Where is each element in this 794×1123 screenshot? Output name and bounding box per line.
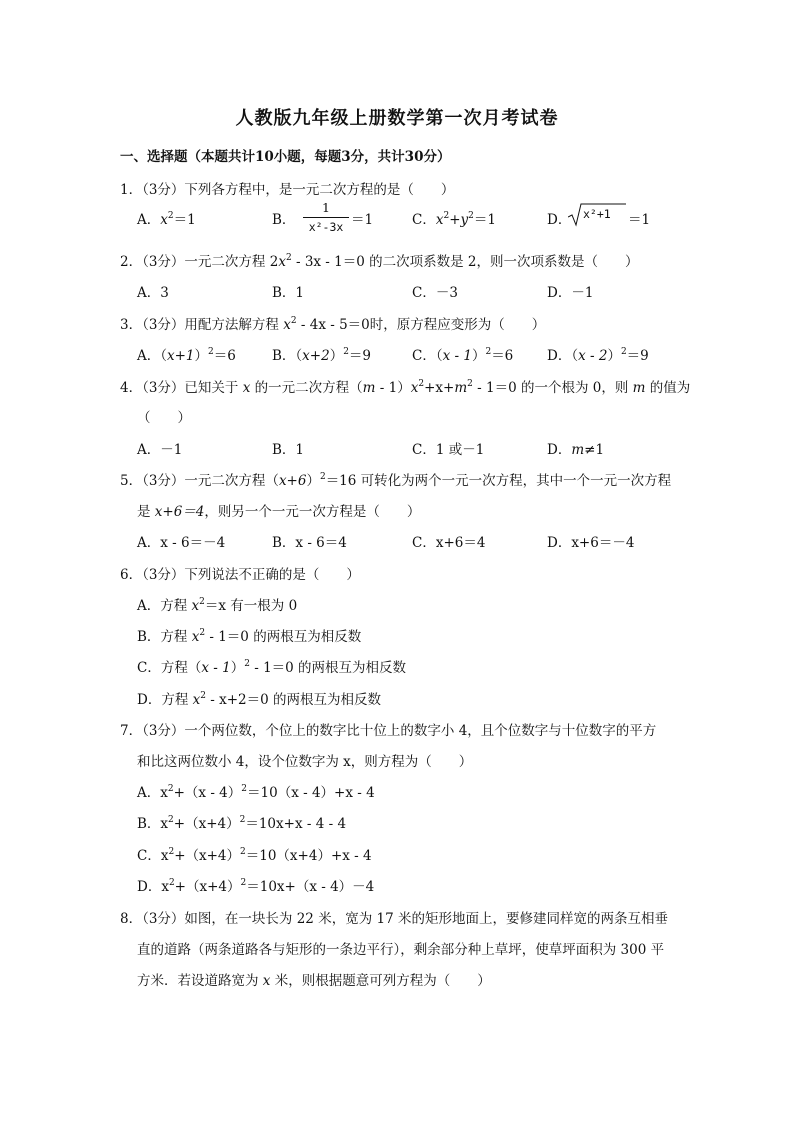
q4-option-c: C．1 或－1 (412, 442, 485, 458)
question-5-stem: 5．（3分）一元二次方程$(x+6)^2=16$ 可转化为两个一元一次方程，其中一个一元一次方程 (120, 472, 672, 489)
q7-option-a: A．$x^2+(x - 4)^2=10(x - 4)+x - 4$ (137, 784, 375, 801)
q2-option-d: D．－1 (547, 285, 594, 301)
q4-option-d: D．m≠1 (547, 442, 605, 458)
q5-option-d: D．x+6＝－4 (547, 535, 635, 551)
question-1-stem: 1．（3分）下列各方程中，是一元二次方程的是（ ） (120, 182, 455, 198)
fraction-denominator: x²-3x (308, 220, 344, 234)
question-4-stem: 4．（3分）已知关于 x 的一元二次方程$(m - 1)x^2+x+m^2 - 1=0$ 的一个根为 0，则 m 的值为 (120, 379, 691, 396)
q6-option-c: C．方程（x - 1）$^2$ - 1＝0 的两根互为相反数 (137, 659, 407, 676)
question-8-stem-cont: 直的道路（两条道路各与矩形的一条边平行），剩余部分种上草坪，使草坪面积为 300 平 (137, 942, 665, 958)
q6-option-a: A．方程 $x^2=x$ 有一根为 0 (137, 597, 298, 614)
q1-option-b-rest: ＝1 (351, 212, 374, 228)
q1-option-a: A．$x^2=1$ (137, 211, 196, 228)
q1-option-b: B． (272, 212, 296, 228)
question-4-blank: （ ） (137, 410, 191, 426)
question-5-stem-cont: 是 x+6＝4，则另一个一元一次方程是（ ） (137, 504, 421, 520)
q5-option-b: B．x - 6＝4 (272, 535, 347, 551)
fraction-numerator: 1 (322, 200, 330, 215)
question-8-stem: 8．（3分）如图，在一块长为 22 米，宽为 17 米的矩形地面上，要修建同样宽的两条互相垂 (120, 911, 668, 927)
q2-option-c: C．－3 (412, 285, 458, 301)
q3-option-c: C．（x - 1）$^2$＝6 (412, 347, 514, 364)
q2-option-b: B．1 (272, 285, 305, 301)
q3-option-d: D．（x - 2）$^2$＝9 (547, 347, 649, 364)
question-7-stem: 7．（3分）一个两位数，个位上的数字比十位上的数字小 4，且个位数字与十位数字的平方 (120, 723, 657, 739)
question-7-stem-cont: 和比这两位数小 4，设个位数字为 x，则方程为（ ） (137, 754, 473, 770)
radicand: x²+1 (583, 207, 611, 221)
q5-option-c: C．x+6＝4 (412, 535, 486, 551)
question-2-stem: 2．（3分）一元二次方程 $2x^2 - 3x - 1=0$ 的二次项系数是 2，则一次项系数是（ ） (120, 253, 639, 270)
q7-option-b: B．$x^2+(x+4)^2=10x+x - 4 - 4$ (137, 815, 347, 832)
q1-option-d-rest: ＝1 (628, 212, 651, 228)
q1-option-b-fraction (303, 200, 349, 234)
q4-option-b: B．1 (272, 442, 305, 458)
question-3-stem: 3．（3分）用配方法解方程 $x^2 - 4x - 5=0$时，原方程应变形为（ ） (120, 316, 546, 333)
q3-option-a: A．$(x+1)^2=6$ (137, 347, 236, 364)
q1-option-d: D． (547, 212, 572, 228)
question-8-stem-cont-2: 方米．若设道路宽为 x 米，则根据题意可列方程为（ ） (137, 973, 491, 989)
q6-option-b: B．方程 $x^2 - 1=0$ 的两根互为相反数 (137, 628, 362, 645)
q2-option-a: A．3 (137, 285, 169, 301)
exam-title: 人教版九年级上册数学第一次月考试卷 (235, 108, 559, 129)
q5-option-a: A．x - 6＝－4 (137, 535, 226, 551)
q3-option-b: B．$(x+2)^2=9$ (272, 347, 372, 364)
fraction-bar (303, 217, 349, 218)
q4-option-a: A．－1 (137, 442, 183, 458)
q6-option-d: D．方程 $x^2 - x+2=0$ 的两根互为相反数 (137, 691, 382, 708)
q7-option-c: C．$x^2+(x+4)^2=10(x+4)+x - 4$ (137, 847, 372, 864)
question-6-stem: 6．（3分）下列说法不正确的是（ ） (120, 567, 360, 583)
q7-option-d: D．$x^2+(x+4)^2=10x+(x - 4)-4$ (137, 878, 375, 895)
q1-option-c: C．$x^2+y^2=1$ (412, 211, 496, 228)
section-heading: 一、选择题（本题共计10小题，每题3分，共计30分） (120, 149, 451, 165)
